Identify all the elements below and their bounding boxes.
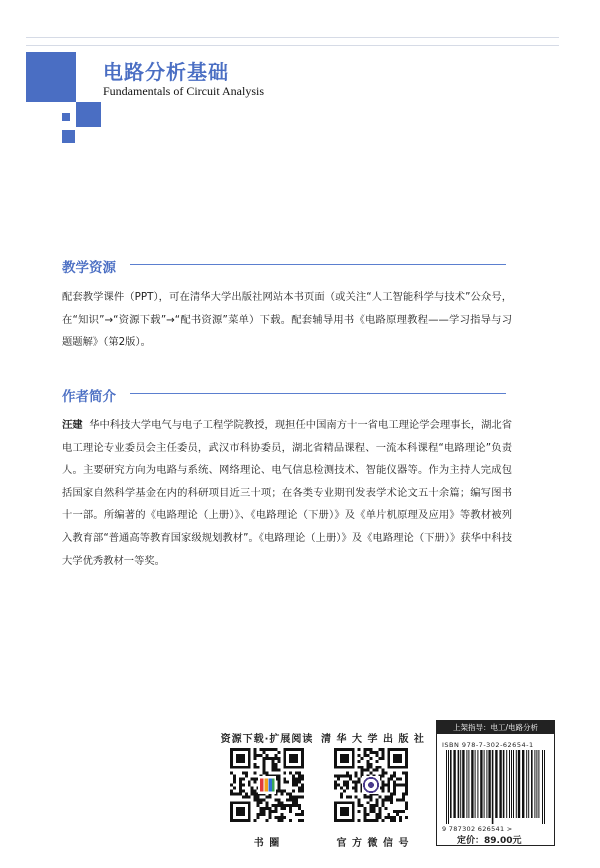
author-rule — [130, 393, 506, 394]
isbn-text: ISBN 978-7-302-62654-1 — [442, 741, 534, 749]
author-name: 汪建 — [62, 419, 83, 431]
top-rule-1 — [26, 37, 559, 38]
shelving-category: 上架指导：电工/电路分析 — [437, 721, 554, 734]
qr2-top-label: 清 华 大 学 出 版 社 — [321, 734, 425, 745]
author-bio-text: 华中科技大学电气与电子工程学院教授，现担任中国南方十一省电工理论学会理事长，湖北省电工理论专业委员会主任委员，武汉市科协委员，湖北省精品课程、一流本科课程“电路理论”负责人。主要研究方向为电路与系统、网络理论、电气信息检测技术、智能仪器等。作为主持人完成包括国家自然科学基金在内的科研项目近三十项；在各类专业期刊发表学术论文五十余篇；编写图书十一部。所编著的《电路理论（上册）》、《电路理论（下册）》及《单片机原理及应用》等教材被列入教育部“普通高等教育国家级规划教材”。《电路理论（上册）》及《电路理论（下册）》获华中科技大学优秀教材一等奖。 — [62, 419, 512, 567]
author-bio — [62, 414, 512, 572]
resources-rule — [130, 264, 506, 265]
barcode — [442, 750, 549, 824]
barcode-number: 9 787302 626541 > — [442, 825, 513, 833]
author-heading: 作者简介 — [62, 389, 116, 405]
qr1-bottom-label: 书 圈 — [253, 838, 281, 849]
books-logo-icon — [260, 778, 274, 791]
top-rule-2 — [26, 45, 559, 46]
qr-code-wechat[interactable] — [334, 748, 408, 822]
qr-code-books[interactable] — [230, 748, 304, 822]
price: 定价：89.00元 — [457, 836, 522, 846]
book-title: 电路分析基础 — [103, 60, 229, 84]
book-subtitle: Fundamentals of Circuit Analysis — [103, 84, 264, 98]
qr2-bottom-label: 官 方 微 信 号 — [336, 838, 410, 849]
resources-heading: 教学资源 — [62, 260, 116, 276]
resources-text: 配套教学课件（PPT），可在清华大学出版社网站本书页面（或关注“人工智能科学与技术”公众号，在“知识”→“资源下载”→“配书资源”菜单）下载。配套辅导用书《电路原理教程——学习指导与习题题解》（第2版）。 — [62, 291, 512, 349]
qr1-top-label: 资源下载·扩展阅读 — [220, 734, 314, 745]
barcode-panel — [436, 720, 555, 846]
